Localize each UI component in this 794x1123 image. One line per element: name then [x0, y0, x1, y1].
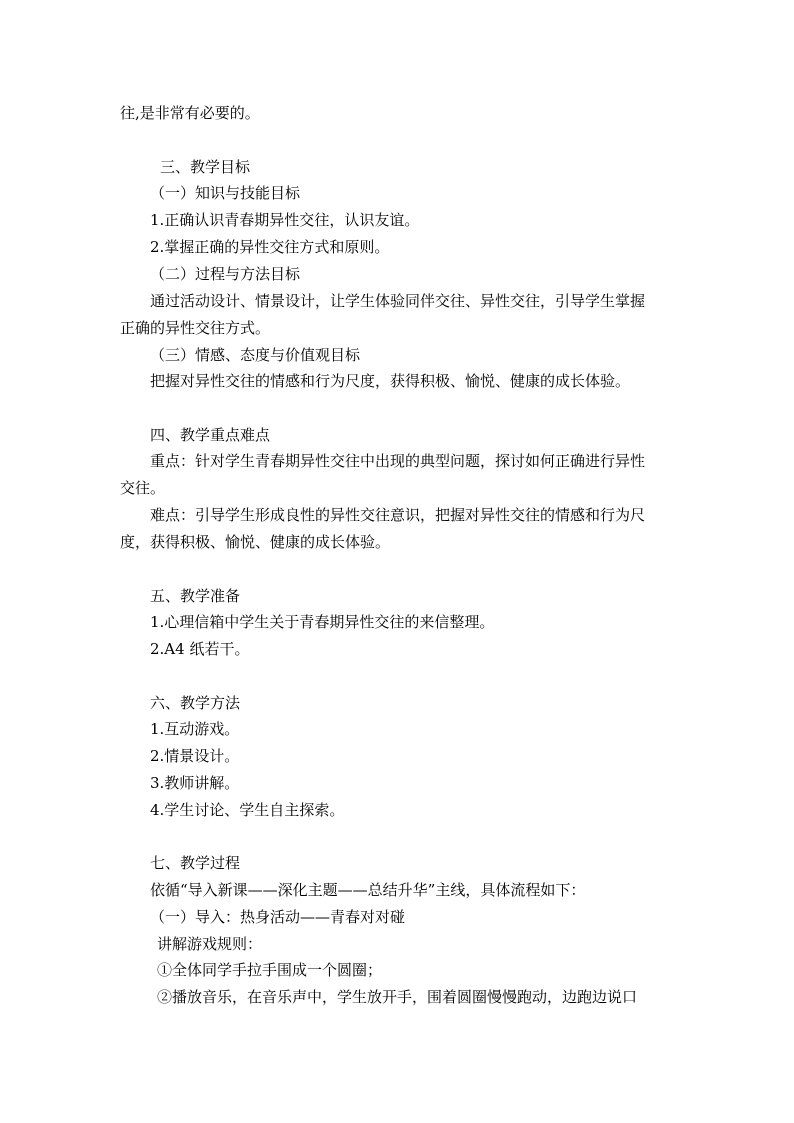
list-item: ②播放音乐，在音乐声中，学生放开手，围着圆圈慢慢跑动，边跑边说口 [157, 988, 638, 1006]
subsection-heading: （一）导入：热身活动——青春对对碰 [150, 908, 406, 926]
text-line: 通过活动设计、情景设计，让学生体验同伴交往、异性交往，引导学生掌握 [150, 292, 646, 310]
text-line: 2.A4 纸若干。 [150, 640, 250, 658]
text-line: 2.情景设计。 [150, 747, 240, 765]
text-line: 难点：引导学生形成良性的异性交往意识，把握对异性交往的情感和行为尺 [150, 506, 646, 524]
subsection-heading: （一）知识与技能目标 [150, 184, 301, 202]
text-line: 交往。 [120, 479, 166, 497]
section-heading: 六、教学方法 [150, 694, 241, 712]
text-line: 度，获得积极、愉悦、健康的成长体验。 [120, 533, 391, 551]
text-line: 依循“导入新课——深化主题——总结升华”主线，具体流程如下： [150, 881, 586, 899]
text-line: 重点：针对学生青春期异性交往中出现的典型问题，探讨如何正确进行异性 [150, 452, 646, 470]
text-line: 1.互动游戏。 [150, 720, 240, 738]
section-heading: 四、教学重点难点 [150, 426, 271, 444]
list-item: ①全体同学手拉手围成一个圆圈； [157, 961, 383, 979]
text-line: 2.掌握正确的异性交往方式和原则。 [150, 238, 390, 256]
section-heading: 三、教学目标 [160, 158, 251, 176]
text-line: 正确的异性交往方式。 [120, 319, 271, 337]
text-line: 3.教师讲解。 [150, 774, 240, 792]
subsection-heading: （二）过程与方法目标 [150, 265, 301, 283]
section-heading: 七、教学过程 [150, 854, 241, 872]
text-line: 1.心理信箱中学生关于青春期异性交往的来信整理。 [150, 613, 495, 631]
text-line: 往,是非常有必要的。 [120, 104, 260, 122]
section-heading: 五、教学准备 [150, 587, 241, 605]
text-line: 把握对异性交往的情感和行为尺度，获得积极、愉悦、健康的成长体验。 [150, 372, 631, 390]
text-line: 讲解游戏规则： [157, 935, 263, 953]
text-line: 1.正确认识青春期异性交往，认识友谊。 [150, 211, 420, 229]
text-line: 4.学生讨论、学生自主探索。 [150, 801, 345, 819]
subsection-heading: （三）情感、态度与价值观目标 [150, 346, 361, 364]
